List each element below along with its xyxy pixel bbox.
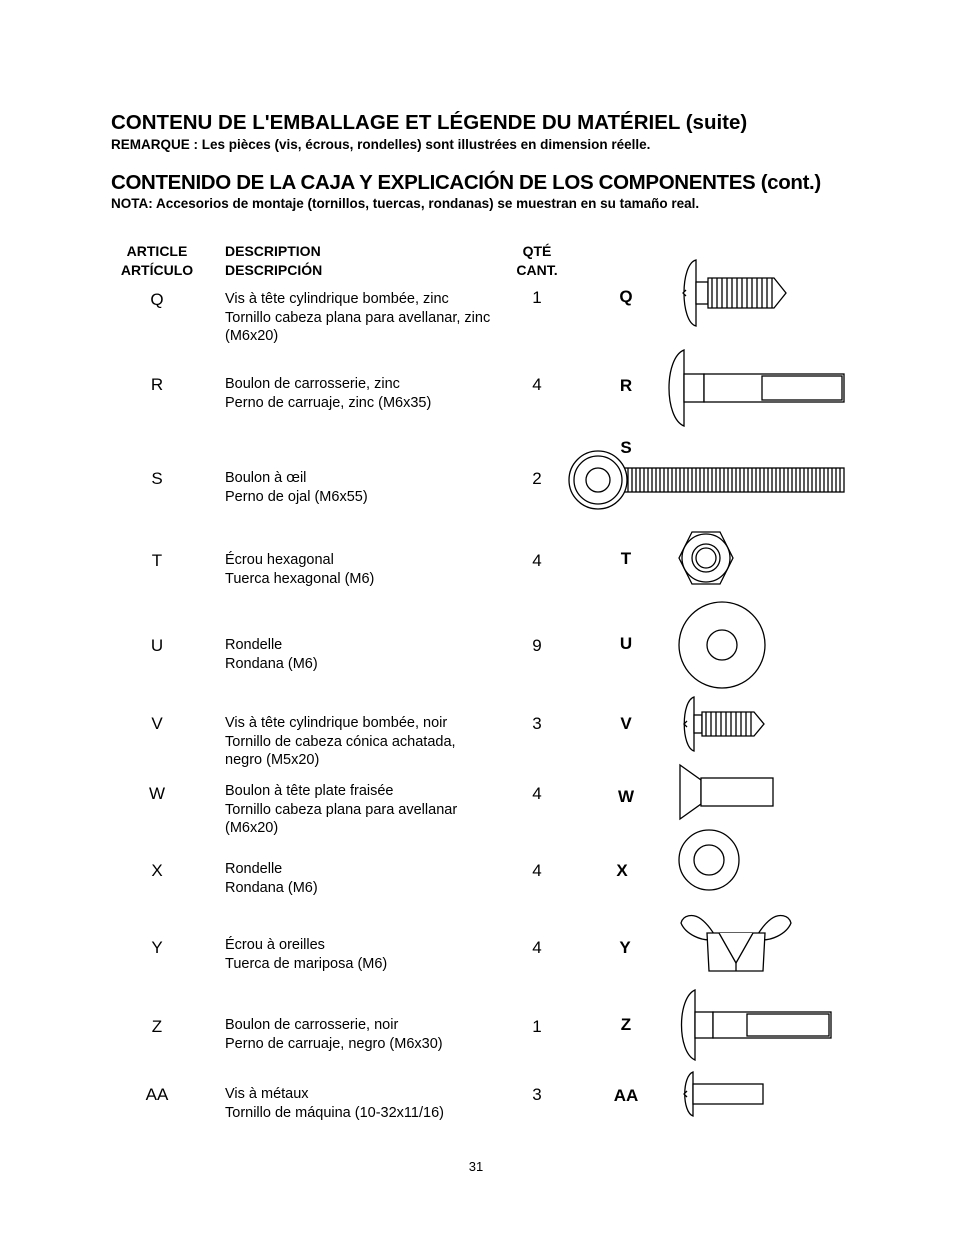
note-es: NOTA: Accesorios de montaje (tornillos, tuercas, rondanas) se muestran en su tamaño real.	[111, 196, 700, 211]
item-label: Y	[619, 938, 631, 957]
item-description	[225, 1016, 525, 1053]
item-letter: Y	[151, 938, 163, 957]
washer-icon	[678, 601, 766, 689]
item-description-line: Tornillo de máquina (10-32x11/16)	[225, 1104, 444, 1121]
item-letter: T	[151, 551, 163, 570]
item-letter: U	[150, 636, 164, 655]
column-header-article-fr: ARTICLE	[126, 243, 188, 259]
column-header-quantity-es: CANT.	[516, 262, 558, 278]
item-quantity: 4	[532, 861, 542, 880]
item-quantity: 3	[532, 714, 542, 733]
column-header-description-fr: DESCRIPTION	[225, 243, 321, 259]
page-title-es: CONTENIDO DE LA CAJA Y EXPLICACIÓN DE LOS COMPONENTES (cont.)	[111, 171, 821, 194]
item-description-line: Boulon de carrosserie, noir	[225, 1017, 399, 1033]
item-quantity: 1	[532, 288, 542, 307]
item-letter: R	[150, 375, 164, 394]
washer-icon	[678, 829, 740, 891]
item-description-line: Vis à tête cylindrique bombée, zinc	[225, 291, 449, 307]
item-description	[225, 375, 525, 412]
item-label: T	[620, 549, 632, 568]
column-header-description-es: DESCRIPCIÓN	[225, 262, 323, 278]
item-description-line: (M6x20)	[225, 820, 279, 836]
item-description-line: Tuerca de mariposa (M6)	[225, 955, 388, 972]
item-label: Z	[620, 1015, 632, 1034]
item-description-line: Boulon à œil	[225, 470, 307, 486]
column-header-quantity	[507, 242, 567, 280]
item-description	[225, 1085, 525, 1122]
item-label: AA	[613, 1086, 639, 1105]
page-title-fr: CONTENU DE L'EMBALLAGE ET LÉGENDE DU MATÉRIEL (suite)	[111, 111, 748, 134]
wing-nut-icon	[679, 913, 793, 973]
item-description-line: negro (M5x20)	[225, 752, 320, 768]
column-header-quantity-fr: QTÉ	[522, 243, 552, 259]
item-description-line: Rondana (M6)	[225, 655, 318, 672]
item-quantity: 4	[532, 938, 542, 957]
item-description-line: Tornillo cabeza plana para avellanar, zinc	[225, 309, 491, 326]
item-quantity: 4	[532, 375, 542, 394]
item-description	[225, 936, 525, 973]
item-description	[225, 860, 525, 897]
item-description-line: Rondelle	[225, 861, 283, 877]
item-description-line: Boulon à tête plate fraisée	[225, 783, 394, 799]
item-label: Q	[619, 287, 633, 306]
item-description	[225, 469, 525, 506]
item-label: X	[616, 861, 628, 880]
item-description	[225, 551, 525, 588]
item-letter: AA	[145, 1085, 169, 1104]
item-label: U	[619, 634, 633, 653]
screw-icon	[680, 697, 770, 751]
note-fr: REMARQUE : Les pièces (vis, écrous, rondelles) sont illustrées en dimension réelle.	[111, 137, 651, 152]
eye-bolt-icon	[568, 450, 846, 510]
item-letter: X	[151, 861, 163, 880]
item-description-line: (M6x20)	[225, 328, 279, 344]
column-header-article	[112, 242, 202, 280]
item-letter: Q	[150, 290, 164, 309]
item-quantity: 3	[532, 1085, 542, 1104]
item-label: W	[617, 787, 635, 806]
item-description-line: Rondana (M6)	[225, 879, 318, 896]
page-number: 31	[468, 1159, 484, 1174]
screw-icon	[678, 260, 798, 326]
item-description-line: Écrou à oreilles	[225, 937, 325, 953]
column-header-article-es: ARTÍCULO	[120, 262, 194, 278]
item-quantity: 9	[532, 636, 542, 655]
item-description-line: Boulon de carrosserie, zinc	[225, 376, 400, 392]
item-description	[225, 290, 525, 346]
item-label: R	[619, 376, 633, 395]
item-description-line: Perno de carruaje, negro (M6x30)	[225, 1035, 443, 1052]
item-description	[225, 636, 525, 673]
item-description-line: Vis à métaux	[225, 1086, 309, 1102]
item-quantity: 4	[532, 784, 542, 803]
item-description-line: Perno de carruaje, zinc (M6x35)	[225, 394, 432, 411]
item-label: S	[620, 438, 632, 457]
flat-head-bolt-icon	[679, 764, 775, 820]
item-description-line: Tornillo de cabeza cónica achatada,	[225, 733, 456, 750]
item-description	[225, 714, 525, 770]
item-quantity: 1	[532, 1017, 542, 1036]
item-description-line: Vis à tête cylindrique bombée, noir	[225, 715, 448, 731]
carriage-bolt-icon	[664, 350, 846, 426]
item-description-line: Tornillo cabeza plana para avellanar	[225, 801, 458, 818]
item-letter: V	[151, 714, 163, 733]
item-letter: Z	[151, 1017, 163, 1036]
item-letter: W	[148, 784, 166, 803]
machine-screw-icon	[681, 1072, 767, 1116]
column-header-description	[225, 242, 322, 280]
item-quantity: 2	[532, 469, 542, 488]
item-description-line: Rondelle	[225, 637, 283, 653]
item-label: V	[620, 714, 632, 733]
item-description	[225, 782, 525, 838]
item-description-line: Tuerca hexagonal (M6)	[225, 570, 375, 587]
hex-nut-icon	[678, 530, 734, 586]
item-quantity: 4	[532, 551, 542, 570]
item-description-line: Écrou hexagonal	[225, 552, 334, 568]
carriage-bolt-icon	[677, 990, 833, 1060]
item-description-line: Perno de ojal (M6x55)	[225, 488, 368, 505]
item-letter: S	[151, 469, 163, 488]
